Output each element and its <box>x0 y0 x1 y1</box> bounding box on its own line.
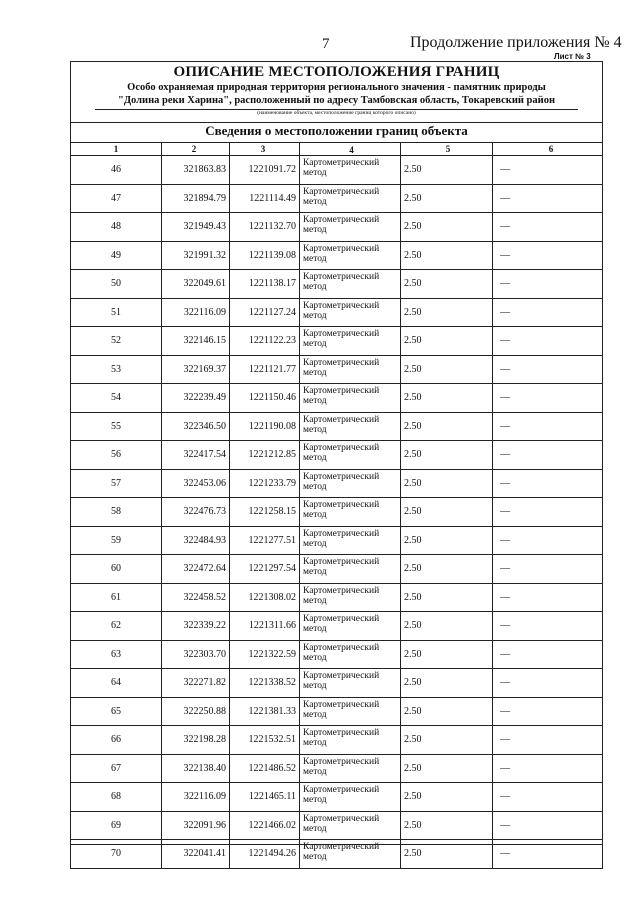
x-coordinate-cell: 322091.96 <box>162 811 230 840</box>
continuation-label: Продолжение приложения № 4 <box>410 34 622 51</box>
point-number-cell: 65 <box>71 697 162 726</box>
accuracy-cell: 2.50 <box>401 213 493 242</box>
table-row <box>71 156 603 185</box>
y-coordinate-cell: 1221466.02 <box>230 811 300 840</box>
table-row <box>71 612 603 641</box>
y-coordinate-cell: 1221532.51 <box>230 726 300 755</box>
note-cell: — <box>493 697 603 726</box>
point-number-cell: 51 <box>71 298 162 327</box>
table-row <box>71 270 603 299</box>
note-cell: — <box>493 526 603 555</box>
accuracy-cell: 2.50 <box>401 697 493 726</box>
x-coordinate-cell: 322476.73 <box>162 498 230 527</box>
note-cell: — <box>493 412 603 441</box>
point-number-cell: 67 <box>71 754 162 783</box>
note-cell: — <box>493 612 603 641</box>
accuracy-cell: 2.50 <box>401 412 493 441</box>
point-number-cell: 52 <box>71 327 162 356</box>
column-header: 4 <box>300 143 401 156</box>
method-cell: Картометрический метод <box>300 583 401 612</box>
y-coordinate-cell: 1221277.51 <box>230 526 300 555</box>
y-coordinate-cell: 1221381.33 <box>230 697 300 726</box>
note-cell: — <box>493 640 603 669</box>
table-row <box>71 298 603 327</box>
y-coordinate-cell: 1221139.08 <box>230 241 300 270</box>
table-row <box>71 811 603 840</box>
note-cell: — <box>493 441 603 470</box>
accuracy-cell: 2.50 <box>401 555 493 584</box>
table-row <box>71 783 603 812</box>
note-cell: — <box>493 811 603 840</box>
x-coordinate-cell: 322049.61 <box>162 270 230 299</box>
point-number-cell: 56 <box>71 441 162 470</box>
accuracy-cell: 2.50 <box>401 526 493 555</box>
method-cell: Картометрический метод <box>300 783 401 812</box>
table-row <box>71 669 603 698</box>
accuracy-cell: 2.50 <box>401 498 493 527</box>
table-body <box>71 156 603 869</box>
method-cell: Картометрический метод <box>300 441 401 470</box>
section-title: Сведения о местоположении границ объекта <box>205 123 468 138</box>
method-cell: Картометрический метод <box>300 498 401 527</box>
table-row <box>71 726 603 755</box>
table-row <box>71 241 603 270</box>
method-cell: Картометрический метод <box>300 811 401 840</box>
y-coordinate-cell: 1221258.15 <box>230 498 300 527</box>
x-coordinate-cell: 322339.22 <box>162 612 230 641</box>
table-row <box>71 184 603 213</box>
accuracy-cell: 2.50 <box>401 441 493 470</box>
x-coordinate-cell: 321894.79 <box>162 184 230 213</box>
accuracy-cell: 2.50 <box>401 754 493 783</box>
table-header-row <box>71 143 603 156</box>
method-cell: Картометрический метод <box>300 840 401 869</box>
y-coordinate-cell: 1221338.52 <box>230 669 300 698</box>
method-cell: Картометрический метод <box>300 412 401 441</box>
point-number-cell: 68 <box>71 783 162 812</box>
point-number-cell: 57 <box>71 469 162 498</box>
point-number-cell: 50 <box>71 270 162 299</box>
column-header: 3 <box>230 143 300 156</box>
column-header: 5 <box>401 143 493 156</box>
note-cell: — <box>493 726 603 755</box>
table-row <box>71 640 603 669</box>
table-row <box>71 412 603 441</box>
accuracy-cell: 2.50 <box>401 469 493 498</box>
accuracy-cell: 2.50 <box>401 840 493 869</box>
table-row <box>71 697 603 726</box>
method-cell: Картометрический метод <box>300 241 401 270</box>
method-cell: Картометрический метод <box>300 526 401 555</box>
y-coordinate-cell: 1221465.11 <box>230 783 300 812</box>
y-coordinate-cell: 1221311.66 <box>230 612 300 641</box>
method-cell: Картометрический метод <box>300 384 401 413</box>
boundary-table <box>70 142 603 869</box>
x-coordinate-cell: 322239.49 <box>162 384 230 413</box>
point-number-cell: 60 <box>71 555 162 584</box>
x-coordinate-cell: 322198.28 <box>162 726 230 755</box>
x-coordinate-cell: 322116.09 <box>162 298 230 327</box>
accuracy-cell: 2.50 <box>401 726 493 755</box>
note-cell: — <box>493 498 603 527</box>
note-cell: — <box>493 469 603 498</box>
page-number: 7 <box>322 36 330 52</box>
y-coordinate-cell: 1221121.77 <box>230 355 300 384</box>
note-cell: — <box>493 184 603 213</box>
note-cell: — <box>493 327 603 356</box>
method-cell: Картометрический метод <box>300 469 401 498</box>
note-cell: — <box>493 384 603 413</box>
x-coordinate-cell: 322303.70 <box>162 640 230 669</box>
method-cell: Картометрический метод <box>300 270 401 299</box>
accuracy-cell: 2.50 <box>401 583 493 612</box>
y-coordinate-cell: 1221297.54 <box>230 555 300 584</box>
table-row <box>71 555 603 584</box>
method-cell: Картометрический метод <box>300 669 401 698</box>
accuracy-cell: 2.50 <box>401 640 493 669</box>
object-description-line2: "Долина реки Харина", расположенный по адресу Тамбовская область, Токаревский район <box>117 95 555 106</box>
table-row <box>71 384 603 413</box>
point-number-cell: 49 <box>71 241 162 270</box>
point-number-cell: 48 <box>71 213 162 242</box>
table-row <box>71 355 603 384</box>
method-cell: Картометрический метод <box>300 213 401 242</box>
x-coordinate-cell: 321949.43 <box>162 213 230 242</box>
table-row <box>71 754 603 783</box>
method-cell: Картометрический метод <box>300 355 401 384</box>
table-row <box>71 213 603 242</box>
accuracy-cell: 2.50 <box>401 355 493 384</box>
method-cell: Картометрический метод <box>300 640 401 669</box>
column-header: 1 <box>71 143 162 156</box>
y-coordinate-cell: 1221322.59 <box>230 640 300 669</box>
note-cell: — <box>493 754 603 783</box>
method-cell: Картометрический метод <box>300 555 401 584</box>
x-coordinate-cell: 322041.41 <box>162 840 230 869</box>
x-coordinate-cell: 322271.82 <box>162 669 230 698</box>
point-number-cell: 59 <box>71 526 162 555</box>
accuracy-cell: 2.50 <box>401 298 493 327</box>
y-coordinate-cell: 1221127.24 <box>230 298 300 327</box>
note-cell: — <box>493 355 603 384</box>
accuracy-cell: 2.50 <box>401 811 493 840</box>
x-coordinate-cell: 322484.93 <box>162 526 230 555</box>
column-header: 2 <box>162 143 230 156</box>
y-coordinate-cell: 1221150.46 <box>230 384 300 413</box>
column-header: 6 <box>493 143 603 156</box>
y-coordinate-cell: 1221233.79 <box>230 469 300 498</box>
x-coordinate-cell: 322458.52 <box>162 583 230 612</box>
point-number-cell: 53 <box>71 355 162 384</box>
x-coordinate-cell: 322417.54 <box>162 441 230 470</box>
x-coordinate-cell: 322346.50 <box>162 412 230 441</box>
point-number-cell: 46 <box>71 156 162 185</box>
y-coordinate-cell: 1221122.23 <box>230 327 300 356</box>
note-cell: — <box>493 156 603 185</box>
method-cell: Картометрический метод <box>300 184 401 213</box>
point-number-cell: 47 <box>71 184 162 213</box>
x-coordinate-cell: 322169.37 <box>162 355 230 384</box>
point-number-cell: 58 <box>71 498 162 527</box>
method-cell: Картометрический метод <box>300 327 401 356</box>
table-row <box>71 469 603 498</box>
document-frame <box>70 61 603 862</box>
method-cell: Картометрический метод <box>300 298 401 327</box>
object-description-line1: Особо охраняемая природная территория регионального значения - памятник природы <box>127 82 546 93</box>
point-number-cell: 54 <box>71 384 162 413</box>
object-caption: (наименование объекта, местоположение границ которого описано) <box>257 110 416 116</box>
x-coordinate-cell: 322250.88 <box>162 697 230 726</box>
y-coordinate-cell: 1221114.49 <box>230 184 300 213</box>
y-coordinate-cell: 1221190.08 <box>230 412 300 441</box>
x-coordinate-cell: 322116.09 <box>162 783 230 812</box>
accuracy-cell: 2.50 <box>401 241 493 270</box>
method-cell: Картометрический метод <box>300 754 401 783</box>
point-number-cell: 62 <box>71 612 162 641</box>
table-row <box>71 840 603 869</box>
accuracy-cell: 2.50 <box>401 270 493 299</box>
method-cell: Картометрический метод <box>300 156 401 185</box>
point-number-cell: 61 <box>71 583 162 612</box>
x-coordinate-cell: 321991.32 <box>162 241 230 270</box>
table-row <box>71 441 603 470</box>
table-row <box>71 327 603 356</box>
note-cell: — <box>493 583 603 612</box>
note-cell: — <box>493 555 603 584</box>
point-number-cell: 66 <box>71 726 162 755</box>
accuracy-cell: 2.50 <box>401 327 493 356</box>
document-title: ОПИСАНИЕ МЕСТОПОЛОЖЕНИЯ ГРАНИЦ <box>173 64 500 80</box>
note-cell: — <box>493 783 603 812</box>
note-cell: — <box>493 270 603 299</box>
accuracy-cell: 2.50 <box>401 783 493 812</box>
y-coordinate-cell: 1221091.72 <box>230 156 300 185</box>
accuracy-cell: 2.50 <box>401 184 493 213</box>
y-coordinate-cell: 1221308.02 <box>230 583 300 612</box>
x-coordinate-cell: 322138.40 <box>162 754 230 783</box>
method-cell: Картометрический метод <box>300 697 401 726</box>
x-coordinate-cell: 322146.15 <box>162 327 230 356</box>
table-row <box>71 583 603 612</box>
note-cell: — <box>493 241 603 270</box>
accuracy-cell: 2.50 <box>401 669 493 698</box>
point-number-cell: 55 <box>71 412 162 441</box>
y-coordinate-cell: 1221486.52 <box>230 754 300 783</box>
point-number-cell: 70 <box>71 840 162 869</box>
point-number-cell: 63 <box>71 640 162 669</box>
x-coordinate-cell: 322453.06 <box>162 469 230 498</box>
accuracy-cell: 2.50 <box>401 612 493 641</box>
accuracy-cell: 2.50 <box>401 156 493 185</box>
y-coordinate-cell: 1221132.70 <box>230 213 300 242</box>
x-coordinate-cell: 321863.83 <box>162 156 230 185</box>
x-coordinate-cell: 322472.64 <box>162 555 230 584</box>
note-cell: — <box>493 840 603 869</box>
sheet-label: Лист № 3 <box>554 52 591 61</box>
accuracy-cell: 2.50 <box>401 384 493 413</box>
note-cell: — <box>493 298 603 327</box>
point-number-cell: 64 <box>71 669 162 698</box>
note-cell: — <box>493 213 603 242</box>
table-row <box>71 498 603 527</box>
y-coordinate-cell: 1221138.17 <box>230 270 300 299</box>
point-number-cell: 69 <box>71 811 162 840</box>
y-coordinate-cell: 1221494.26 <box>230 840 300 869</box>
table-row <box>71 526 603 555</box>
note-cell: — <box>493 669 603 698</box>
y-coordinate-cell: 1221212.85 <box>230 441 300 470</box>
method-cell: Картометрический метод <box>300 612 401 641</box>
method-cell: Картометрический метод <box>300 726 401 755</box>
